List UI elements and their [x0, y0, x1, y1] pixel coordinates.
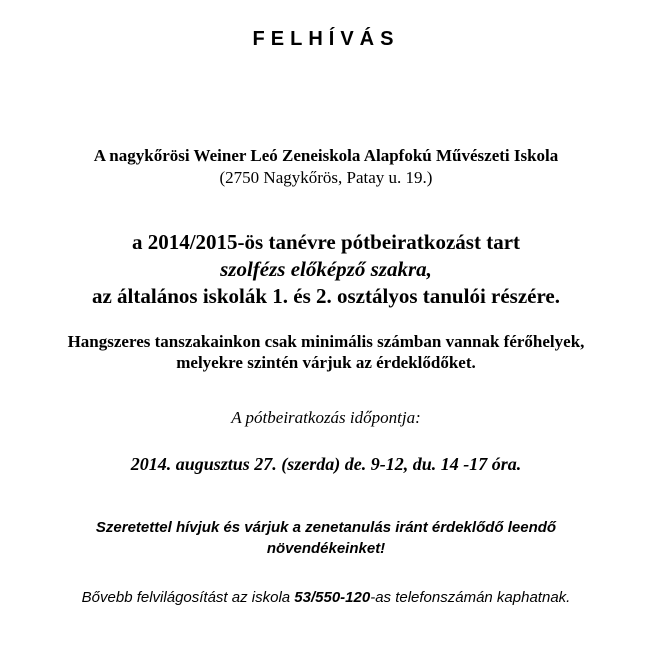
school-address: (2750 Nagykőrös, Patay u. 19.)	[219, 168, 433, 187]
schedule-value: 2014. augusztus 27. (szerda) de. 9-12, du. 14 -17 óra.	[130, 454, 522, 474]
invitation-line-1: Szeretettel hívjuk és várjuk a zenetanulás iránt érdeklődő leendő	[95, 519, 557, 536]
contact-line	[0, 589, 652, 606]
schedule-label: A pótbeiratkozás időpontja:	[231, 408, 421, 427]
contact-phone: 53/550-120	[294, 589, 371, 606]
instruments-line-1: Hangszeres tanszakainkon csak minimális számban vannak férőhelyek,	[67, 332, 585, 351]
announcement-line-1: a 2014/2015-ös tanévre pótbeiratkozást tart	[131, 230, 521, 254]
invitation-line-2: növendékeinket!	[266, 540, 386, 557]
contact-prefix: Bővebb felvilágosítást az iskola	[81, 589, 295, 606]
announcement-line-2: szolfézs előképző szakra,	[220, 257, 432, 281]
school-name: A nagykőrösi Weiner Leó Zeneiskola Alapfokú Művészeti Iskola	[93, 146, 559, 165]
contact-suffix: -as telefonszámán kaphatnak.	[370, 589, 571, 606]
page-title: FELHÍVÁS	[252, 28, 400, 50]
announcement-line-3: az általános iskolák 1. és 2. osztályos tanulói részére.	[91, 284, 560, 308]
instruments-line-2: melyekre szintén várjuk az érdeklődőket.	[176, 353, 476, 372]
